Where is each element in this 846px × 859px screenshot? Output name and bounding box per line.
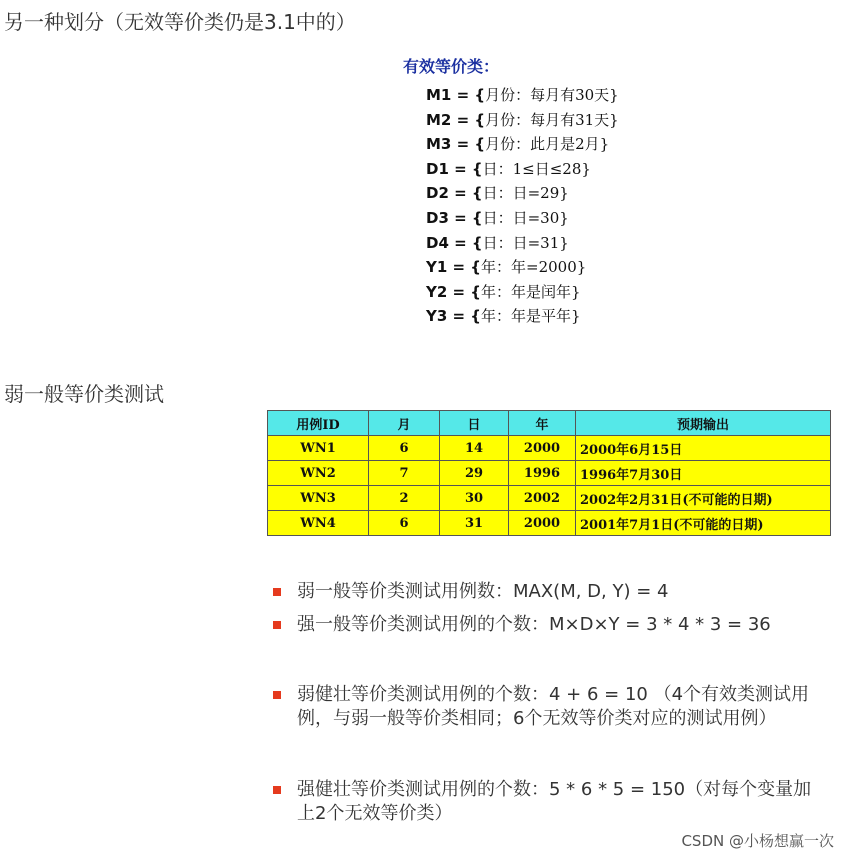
class-item-d4	[426, 231, 619, 256]
class-code: Y2 = {	[426, 282, 481, 301]
class-item-d2	[426, 181, 619, 206]
bullet-text: 弱健壮等价类测试用例的个数：4 + 6 = 10 （4个有效类测试用例，与弱一般等价类相同；6个无效等价类对应的测试用例）	[297, 684, 810, 729]
cell-case-id: WN2	[268, 461, 369, 486]
table-row	[268, 436, 831, 461]
class-item-y1	[426, 255, 619, 280]
cell-year: 2000	[509, 436, 576, 461]
cell-expected: 2002年2月31日(不可能的日期)	[576, 486, 831, 511]
cell-month: 6	[369, 511, 440, 536]
bullet-strong-robust-count	[273, 778, 817, 826]
bullet-strong-normal-count	[273, 613, 817, 637]
header-month: 月	[369, 411, 440, 436]
cell-year: 2000	[509, 511, 576, 536]
class-desc: 日：日=31}	[482, 233, 569, 252]
class-code: D1 = {	[426, 159, 483, 178]
bullet-square-icon	[273, 786, 281, 794]
table-row	[268, 461, 831, 486]
cell-month: 6	[369, 436, 440, 461]
cell-case-id: WN1	[268, 436, 369, 461]
class-item-y3	[426, 304, 619, 329]
class-item-m3	[426, 132, 619, 157]
csdn-watermark: CSDN @小杨想赢一次	[681, 832, 834, 850]
heading-weak-normal: 弱一般等价类测试	[4, 382, 164, 406]
cell-expected: 2000年6月15日	[576, 436, 831, 461]
cell-day: 31	[440, 511, 509, 536]
class-desc: 月份：每月有30天}	[485, 86, 619, 104]
class-desc: 月份：每月有31天}	[485, 110, 619, 129]
cell-month: 7	[369, 461, 440, 486]
header-case-id: 用例ID	[268, 411, 369, 436]
cell-expected: 2001年7月1日(不可能的日期)	[576, 511, 831, 536]
table-row	[268, 511, 831, 536]
class-code: Y1 = {	[426, 258, 481, 277]
class-desc: 日：日=30}	[482, 208, 569, 227]
class-item-m2	[426, 108, 619, 133]
class-code: M2 = {	[426, 110, 486, 129]
cell-year: 2002	[509, 486, 576, 511]
bullet-text: 强健壮等价类测试用例的个数：5 * 6 * 5 = 150（对每个变量加上2个无效等价类）	[297, 779, 812, 824]
test-case-table	[267, 410, 831, 536]
class-code: D2 = {	[426, 184, 483, 203]
class-item-d1	[426, 157, 619, 182]
class-item-d3	[426, 206, 619, 231]
class-desc: 月份：此月是2月}	[485, 135, 610, 154]
bullet-text: 弱一般等价类测试用例数：MAX(M, D, Y) = 4	[297, 581, 669, 602]
cell-case-id: WN3	[268, 486, 369, 511]
class-code: D3 = {	[426, 208, 483, 227]
table-header-row	[268, 411, 831, 436]
cell-year: 1996	[509, 461, 576, 486]
class-desc: 年：年=2000}	[481, 258, 587, 277]
valid-classes-list	[426, 83, 619, 329]
valid-classes-title: 有效等价类：	[403, 57, 500, 76]
class-code: Y3 = {	[426, 307, 481, 326]
cell-month: 2	[369, 486, 440, 511]
class-item-m1	[426, 83, 619, 108]
header-expected: 预期输出	[576, 411, 831, 436]
class-desc: 日：日=29}	[482, 184, 569, 203]
class-code: M3 = {	[426, 135, 486, 154]
cell-case-id: WN4	[268, 511, 369, 536]
class-desc: 年：年是平年}	[481, 307, 581, 326]
cell-day: 30	[440, 486, 509, 511]
cell-expected: 1996年7月30日	[576, 461, 831, 486]
bullet-weak-robust-count	[273, 683, 817, 731]
table-row	[268, 486, 831, 511]
bullet-square-icon	[273, 691, 281, 699]
bullet-text: 强一般等价类测试用例的个数：M×D×Y = 3 * 4 * 3 = 36	[297, 614, 771, 635]
class-code: D4 = {	[426, 233, 483, 252]
cell-day: 29	[440, 461, 509, 486]
class-desc: 年：年是闰年}	[481, 282, 581, 301]
bullet-square-icon	[273, 621, 281, 629]
class-item-y2	[426, 280, 619, 305]
class-code: M1 = {	[426, 86, 486, 104]
header-day: 日	[440, 411, 509, 436]
class-desc: 日：1≤日≤28}	[482, 159, 591, 178]
heading-alt-partition: 另一种划分（无效等价类仍是3.1中的）	[4, 10, 356, 34]
bullet-weak-normal-count	[273, 580, 817, 604]
bullet-square-icon	[273, 588, 281, 596]
cell-day: 14	[440, 436, 509, 461]
header-year: 年	[509, 411, 576, 436]
